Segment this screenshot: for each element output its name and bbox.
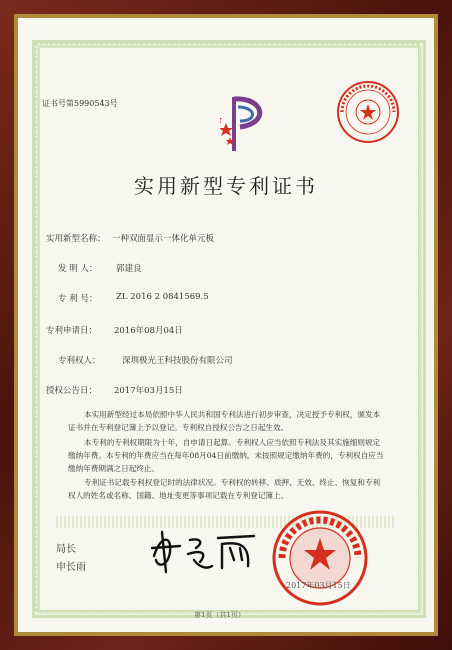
paragraph-term: 本专利的专利权期限为十年，自申请日起算。专利权人应当依照专利法及其实施细则规定缴纳年费。本专利的年费应当在每年08月04日前缴纳。未按照规定缴纳年费的，专利权自应当缴纳年费期满之日起终止。 [68, 438, 384, 473]
utility-model-name-value: 一种双面显示一体化单元板 [112, 234, 215, 244]
filing-date-label: 专利申请日： [46, 326, 98, 336]
certificate-title: 实用新型专利证书 [134, 174, 318, 198]
cnipa-logo-icon [220, 93, 272, 155]
director-signature [150, 526, 260, 576]
inventor-value: 郭建良 [116, 264, 142, 274]
grant-date-value: 2017年03月15日 [114, 386, 183, 396]
frame-mat [14, 14, 438, 636]
utility-model-name-label: 实用新型名称： [46, 234, 106, 244]
paragraph-record: 专利证书记载专利权登记时的法律状况。专利权的转移、质押、无效、终止、恢复和专利权人的姓名或名称、国籍、地址变更等事项记载在专利登记簿上。 [68, 478, 381, 500]
grant-date-label: 授权公告日： [46, 386, 98, 396]
inventor-label: 发 明 人： [58, 264, 98, 274]
patentee-value: 深圳极光王科技股份有限公司 [122, 356, 233, 366]
filing-date-value: 2016年08月04日 [114, 326, 183, 336]
director-title: 局长 [56, 544, 76, 555]
patent-number-label: 专 利 号： [58, 294, 98, 304]
paragraph-grant: 本实用新型经过本局依照中华人民共和国专利法进行初步审查，决定授予专利权，颁发本证书并在专利登记簿上予以登记。专利权自授权公告之日起生效。 [68, 410, 381, 432]
page-footer: 第1页（共1页） [194, 611, 245, 619]
seal-date: 2017年03月15日 [286, 581, 351, 590]
anti-counterfeit-seal-icon [336, 80, 400, 144]
certificate-number: 证书号第5990543号 [42, 99, 118, 108]
state-ip-office-seal-icon [270, 508, 370, 608]
patent-number-value: ZL 2016 2 0841569.5 [116, 292, 209, 302]
director-name: 申长雨 [56, 562, 86, 573]
certificate-paper [18, 18, 434, 632]
patentee-label: 专利权人： [58, 356, 101, 366]
